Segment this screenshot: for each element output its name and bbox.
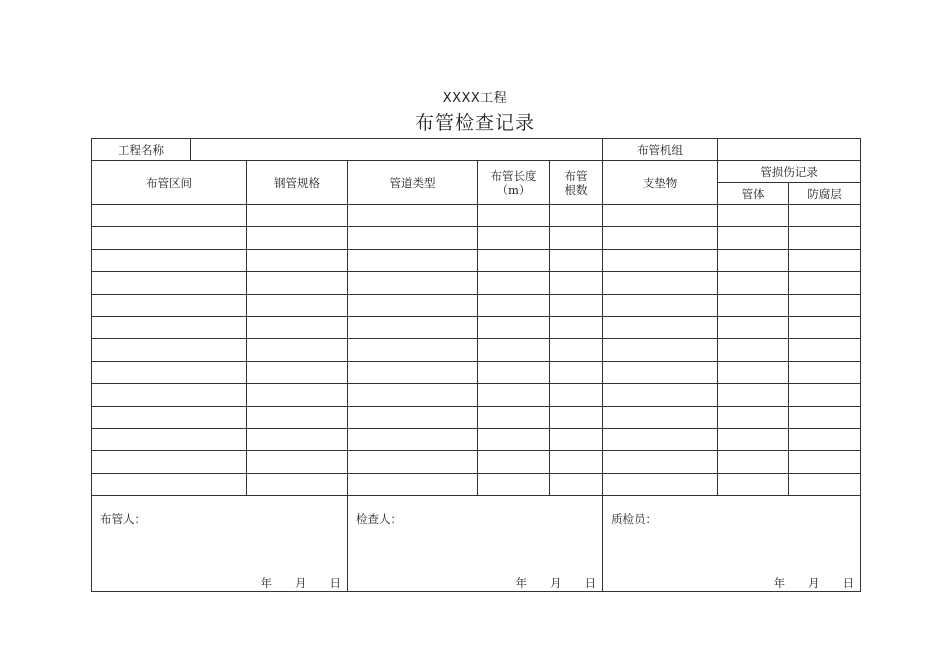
col-header-pipe-type: 管道类型 xyxy=(348,161,478,205)
cell-count[interactable] xyxy=(550,227,603,249)
project-name-field[interactable] xyxy=(191,139,603,161)
cell-support[interactable] xyxy=(603,205,718,227)
data-rows xyxy=(92,205,861,496)
cell-count[interactable] xyxy=(550,316,603,338)
cell-pipe-body-damage[interactable] xyxy=(718,294,789,316)
cell-steel-spec[interactable] xyxy=(247,451,348,473)
cell-section[interactable] xyxy=(92,384,247,406)
cell-length[interactable] xyxy=(478,294,550,316)
col-header-length-line1: 布管长度 xyxy=(490,168,537,183)
cell-steel-spec[interactable] xyxy=(247,473,348,495)
cell-section[interactable] xyxy=(92,272,247,294)
col-header-count-line1: 布管 xyxy=(564,168,588,183)
cell-count[interactable] xyxy=(550,384,603,406)
cell-support[interactable] xyxy=(603,249,718,271)
cell-pipe-body-damage[interactable] xyxy=(718,316,789,338)
cell-length[interactable] xyxy=(478,339,550,361)
project-name-label: 工程名称 xyxy=(92,139,191,161)
signature-date xyxy=(261,576,342,590)
cell-coating-damage[interactable] xyxy=(789,428,861,450)
cell-pipe-type[interactable] xyxy=(348,361,478,383)
cell-pipe-type[interactable] xyxy=(348,406,478,428)
table-row xyxy=(92,227,861,249)
cell-steel-spec[interactable] xyxy=(247,205,348,227)
project-name-heading: XXXX工程 xyxy=(442,91,508,106)
cell-coating-damage[interactable] xyxy=(789,227,861,249)
date-year: 年 xyxy=(515,576,528,591)
cell-pipe-type[interactable] xyxy=(348,473,478,495)
signature-date xyxy=(516,576,597,590)
col-header-count xyxy=(550,161,603,205)
cell-length[interactable] xyxy=(478,272,550,294)
cell-support[interactable] xyxy=(603,227,718,249)
cell-section[interactable] xyxy=(92,205,247,227)
cell-pipe-body-damage[interactable] xyxy=(718,205,789,227)
cell-count[interactable] xyxy=(550,339,603,361)
cell-coating-damage[interactable] xyxy=(789,473,861,495)
cell-support[interactable] xyxy=(603,316,718,338)
cell-support[interactable] xyxy=(603,272,718,294)
cell-support[interactable] xyxy=(603,339,718,361)
cell-steel-spec[interactable] xyxy=(247,227,348,249)
project-info-row xyxy=(92,139,861,161)
signature-label: 布管人： xyxy=(100,512,146,527)
cell-section[interactable] xyxy=(92,361,247,383)
cell-length[interactable] xyxy=(478,361,550,383)
cell-count[interactable] xyxy=(550,272,603,294)
header-row xyxy=(92,161,861,183)
cell-steel-spec[interactable] xyxy=(247,406,348,428)
cell-coating-damage[interactable] xyxy=(789,205,861,227)
cell-section[interactable] xyxy=(92,451,247,473)
signature-cell-inspector[interactable] xyxy=(348,496,603,592)
cell-coating-damage[interactable] xyxy=(789,361,861,383)
table-row xyxy=(92,406,861,428)
cell-coating-damage[interactable] xyxy=(789,272,861,294)
cell-pipe-body-damage[interactable] xyxy=(718,249,789,271)
cell-section[interactable] xyxy=(92,316,247,338)
cell-count[interactable] xyxy=(550,406,603,428)
cell-section[interactable] xyxy=(92,428,247,450)
cell-length[interactable] xyxy=(478,205,550,227)
table-row xyxy=(92,205,861,227)
cell-count[interactable] xyxy=(550,205,603,227)
date-year: 年 xyxy=(260,576,272,591)
cell-coating-damage[interactable] xyxy=(789,249,861,271)
cell-support[interactable] xyxy=(603,428,718,450)
cell-pipe-type[interactable] xyxy=(348,451,478,473)
unit-label: 布管机组 xyxy=(603,139,718,161)
cell-steel-spec[interactable] xyxy=(247,249,348,271)
cell-pipe-type[interactable] xyxy=(348,205,478,227)
table-row xyxy=(92,384,861,406)
cell-pipe-body-damage[interactable] xyxy=(718,339,789,361)
page-title: 布管检查记录 xyxy=(414,112,535,134)
col-header-length xyxy=(478,161,550,205)
signature-label: 检查人： xyxy=(356,512,402,527)
cell-count[interactable] xyxy=(550,361,603,383)
col-header-damage-group: 管损伤记录 xyxy=(718,161,861,183)
cell-coating-damage[interactable] xyxy=(789,316,861,338)
cell-section[interactable] xyxy=(92,339,247,361)
cell-support[interactable] xyxy=(603,406,718,428)
cell-coating-damage[interactable] xyxy=(789,294,861,316)
cell-support[interactable] xyxy=(603,451,718,473)
cell-pipe-type[interactable] xyxy=(348,249,478,271)
cell-length[interactable] xyxy=(478,473,550,495)
date-year: 年 xyxy=(773,576,786,591)
col-header-support: 支垫物 xyxy=(603,161,718,205)
table-row xyxy=(92,294,861,316)
col-header-coating: 防腐层 xyxy=(789,183,861,205)
cell-pipe-type[interactable] xyxy=(348,227,478,249)
cell-coating-damage[interactable] xyxy=(789,406,861,428)
cell-pipe-body-damage[interactable] xyxy=(718,406,789,428)
cell-section[interactable] xyxy=(92,227,247,249)
cell-steel-spec[interactable] xyxy=(247,384,348,406)
signature-cell-qc[interactable] xyxy=(603,496,861,592)
cell-count[interactable] xyxy=(550,428,603,450)
cell-count[interactable] xyxy=(550,473,603,495)
cell-length[interactable] xyxy=(478,451,550,473)
date-month: 月 xyxy=(808,576,820,591)
cell-support[interactable] xyxy=(603,384,718,406)
cell-length[interactable] xyxy=(478,316,550,338)
table-row xyxy=(92,361,861,383)
unit-field[interactable] xyxy=(718,139,861,161)
cell-pipe-body-damage[interactable] xyxy=(718,361,789,383)
cell-section[interactable] xyxy=(92,473,247,495)
cell-support[interactable] xyxy=(603,361,718,383)
cell-support[interactable] xyxy=(603,473,718,495)
cell-length[interactable] xyxy=(478,384,550,406)
cell-count[interactable] xyxy=(550,451,603,473)
cell-pipe-body-damage[interactable] xyxy=(718,428,789,450)
col-header-count-line2: 根数 xyxy=(564,182,588,197)
col-header-pipe-body: 管体 xyxy=(718,183,789,205)
date-day: 日 xyxy=(584,576,597,591)
cell-pipe-body-damage[interactable] xyxy=(718,473,789,495)
cell-pipe-type[interactable] xyxy=(348,272,478,294)
cell-steel-spec[interactable] xyxy=(247,428,348,450)
cell-support[interactable] xyxy=(603,294,718,316)
cell-pipe-body-damage[interactable] xyxy=(718,384,789,406)
cell-section[interactable] xyxy=(92,249,247,271)
cell-pipe-body-damage[interactable] xyxy=(718,227,789,249)
table-row xyxy=(92,473,861,495)
signature-label: 质检员： xyxy=(611,512,658,527)
table-row xyxy=(92,272,861,294)
cell-pipe-type[interactable] xyxy=(348,339,478,361)
cell-count[interactable] xyxy=(550,249,603,271)
cell-coating-damage[interactable] xyxy=(789,384,861,406)
pipe-layout-inspection-table xyxy=(91,138,861,592)
cell-pipe-type[interactable] xyxy=(348,428,478,450)
date-month: 月 xyxy=(550,576,562,591)
signature-row xyxy=(92,496,861,592)
table-row xyxy=(92,249,861,271)
cell-length[interactable] xyxy=(478,227,550,249)
date-day: 日 xyxy=(329,576,341,591)
date-day: 日 xyxy=(842,576,855,591)
cell-count[interactable] xyxy=(550,294,603,316)
cell-steel-spec[interactable] xyxy=(247,361,348,383)
table-row xyxy=(92,316,861,338)
cell-steel-spec[interactable] xyxy=(247,294,348,316)
cell-steel-spec[interactable] xyxy=(247,272,348,294)
col-header-steel-spec: 钢管规格 xyxy=(247,161,348,205)
cell-section[interactable] xyxy=(92,406,247,428)
table-row xyxy=(92,428,861,450)
cell-pipe-type[interactable] xyxy=(348,316,478,338)
cell-pipe-body-damage[interactable] xyxy=(718,272,789,294)
cell-coating-damage[interactable] xyxy=(789,451,861,473)
col-header-section: 布管区间 xyxy=(92,161,247,205)
cell-steel-spec[interactable] xyxy=(247,339,348,361)
cell-section[interactable] xyxy=(92,294,247,316)
signature-date xyxy=(774,576,855,590)
cell-pipe-body-damage[interactable] xyxy=(718,451,789,473)
cell-coating-damage[interactable] xyxy=(789,339,861,361)
cell-length[interactable] xyxy=(478,249,550,271)
cell-length[interactable] xyxy=(478,428,550,450)
cell-steel-spec[interactable] xyxy=(247,316,348,338)
col-header-length-unit: （m） xyxy=(496,182,531,197)
date-month: 月 xyxy=(295,576,307,591)
cell-length[interactable] xyxy=(478,406,550,428)
cell-pipe-type[interactable] xyxy=(348,294,478,316)
cell-pipe-type[interactable] xyxy=(348,384,478,406)
signature-cell-layer[interactable] xyxy=(92,496,348,592)
table-row xyxy=(92,451,861,473)
table-row xyxy=(92,339,861,361)
